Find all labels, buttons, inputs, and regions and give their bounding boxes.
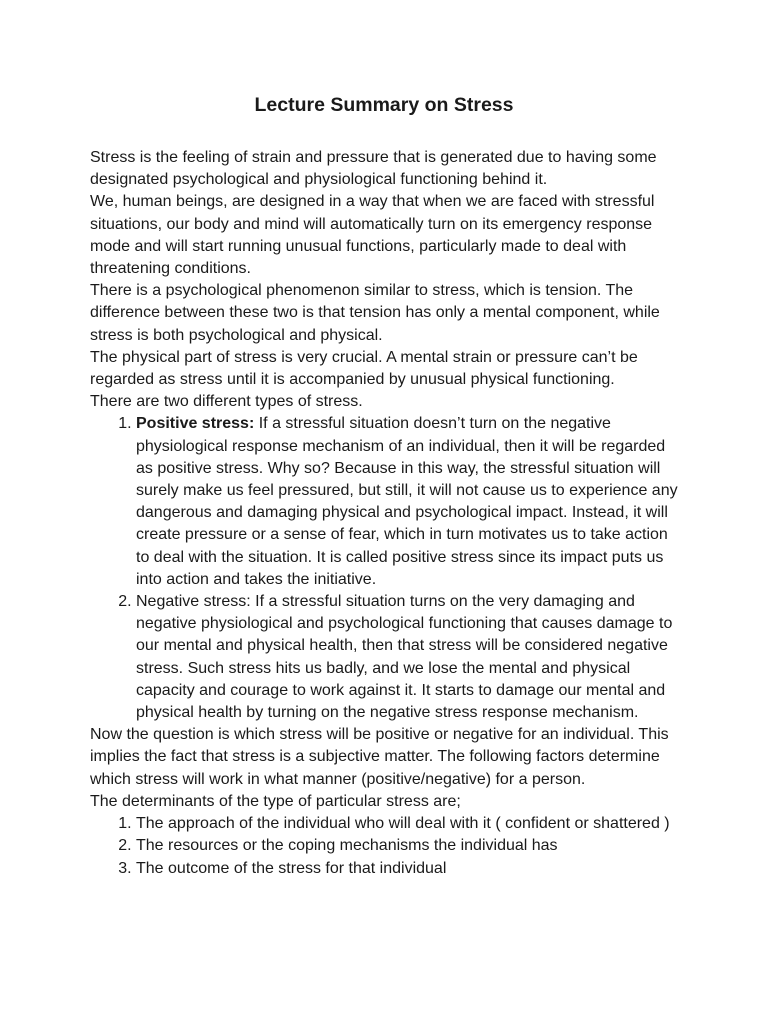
list-item-negative-stress [136, 591, 680, 724]
list-item-positive-stress [136, 413, 680, 591]
document-body [90, 147, 680, 880]
paragraph-tension: There is a psychological phenomenon similar to stress, which is tension. The difference between these two is that tension has only a mental component, while stress is both psychological and physical. [90, 282, 660, 344]
paragraph-subjective: Now the question is which stress will be positive or negative for an individual. This implies the fact that stress is a subjective matter. The following factors determine which stress will work in what manner (positive/negative) for a person. [90, 726, 669, 788]
page-title: Lecture Summary on Stress [254, 94, 514, 116]
list-item-determinant: 3. The outcome of the stress for that individual [136, 858, 680, 880]
positive-stress-heading: Positive stress: [136, 415, 255, 433]
paragraph-two-types: There are two different types of stress. [90, 393, 363, 411]
paragraph-determinants-intro: The determinants of the type of particular stress are; [90, 792, 461, 810]
list-item-determinant: 1. The approach of the individual who will deal with it ( confident or shattered ) [136, 813, 680, 835]
list-item-determinant: 2. The resources or the coping mechanisms the individual has [136, 835, 680, 857]
paragraph-definition: Stress is the feeling of strain and pressure that is generated due to having some designated psychological and physiological functioning behind it. [90, 149, 657, 189]
negative-stress-text: Negative stress: If a stressful situation turns on the very damaging and negative physiological and psychological functioning that causes damage to our mental and physical health, then that stress will be considered negative stress. Such stress hits us badly, and we lose the mental and physical capacity and courage to work against it. It starts to damage our mental and physical health by turning on the negative stress response mechanism. [136, 593, 673, 722]
paragraph-physical-part: The physical part of stress is very crucial. A mental strain or pressure can’t be regarded as stress until it is accompanied by unusual physical functioning. [90, 348, 638, 389]
paragraph-emergency-response: We, human beings, are designed in a way that when we are faced with stressful situations, our body and mind will automatically turn on its emergency response mode and will start running unusual functions, particularly made to deal with threatening conditions. [90, 193, 655, 278]
determinants-list [90, 813, 680, 880]
stress-types-list [90, 413, 680, 724]
positive-stress-text: If a stressful situation doesn’t turn on the negative physiological response mechanism of an individual, then it will be regarded as positive stress. Why so? Because in this way, the stressful situation will surely make us feel pressured, but still, it will not cause us to experience any dangerous and damaging physical and psychological impact. Instead, it will create pressure or a sense of fear, which in turn motivates us to take action to deal with the situation. It is called positive stress since its impact puts us into action and takes the initiative. [136, 415, 678, 588]
